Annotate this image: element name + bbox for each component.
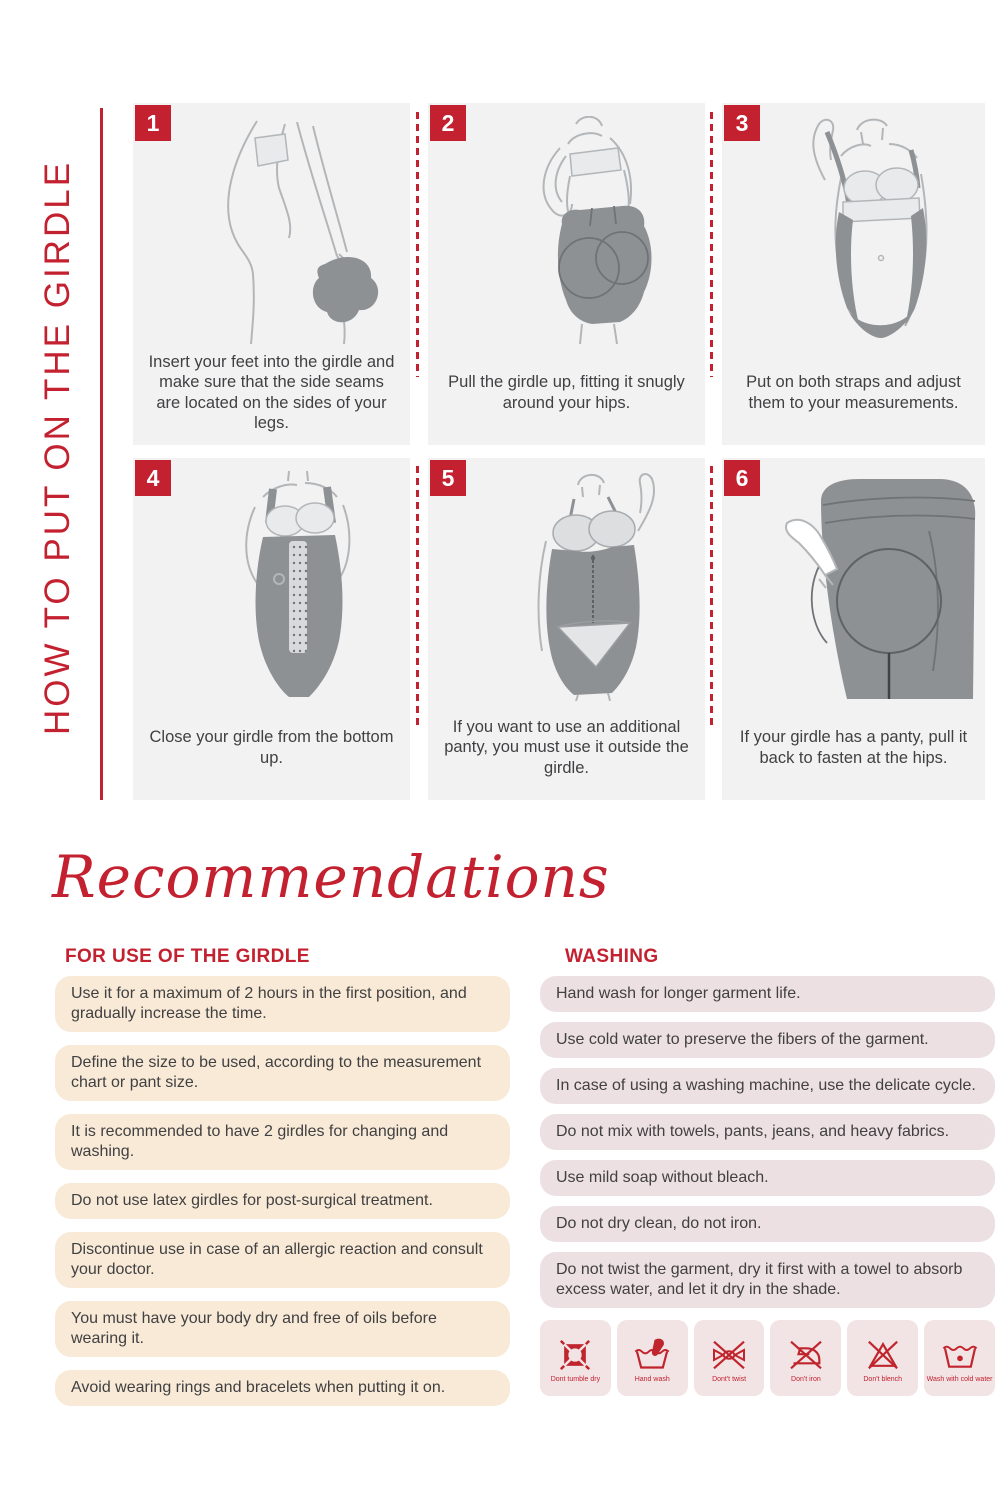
care-icon-label: Hand wash (634, 1375, 670, 1383)
care-icon-label: Don't blench (863, 1375, 903, 1383)
recommendation-item: It is recommended to have 2 girdles for changing and washing. (55, 1114, 510, 1170)
recommendation-item: Define the size to be used, according to the measurement chart or pant size. (55, 1045, 510, 1101)
care-symbols-row (540, 1320, 995, 1396)
step-panel-3 (722, 103, 985, 445)
step-number-badge: 3 (724, 105, 760, 141)
illustration-step-2 (428, 103, 705, 346)
washing-recommendations-list (540, 976, 995, 1396)
washing-item: In case of using a washing machine, use the delicate cycle. (540, 1068, 995, 1104)
illustration-step-3 (722, 103, 985, 346)
washing-item: Hand wash for longer garment life. (540, 976, 995, 1012)
title-divider-line (100, 108, 103, 800)
use-recommendations-list (55, 976, 510, 1406)
girdle-step3-drawing (729, 116, 979, 346)
dashed-separator (416, 112, 419, 377)
dont-twist-icon (709, 1338, 749, 1372)
hand-wash-icon (632, 1338, 672, 1372)
girdle-step1-drawing (147, 116, 397, 346)
care-icon-label: Don't iron (791, 1375, 821, 1383)
step-panel-2 (428, 103, 705, 445)
dashed-separator (710, 466, 713, 726)
care-icon-label: Dont tumble dry (550, 1375, 601, 1383)
recommendation-item: Discontinue use in case of an allergic reaction and consult your doctor. (55, 1232, 510, 1288)
care-icon-tile (617, 1320, 688, 1396)
washing-item: Use cold water to preserve the fibers of the garment. (540, 1022, 995, 1058)
girdle-step2-drawing (442, 116, 692, 346)
care-icon-tile (694, 1320, 765, 1396)
washing-item: Do not dry clean, do not iron. (540, 1206, 995, 1242)
dashed-separator (416, 466, 419, 726)
dont-iron-icon (786, 1338, 826, 1372)
dont-bleach-icon (863, 1338, 903, 1372)
section-header-use: FOR USE OF THE GIRDLE (65, 946, 310, 967)
recommendation-item: Use it for a maximum of 2 hours in the first position, and gradually increase the time. (55, 976, 510, 1032)
section-header-washing: WASHING (565, 946, 659, 967)
step-caption: Close your girdle from the bottom up. (149, 728, 394, 767)
step-caption: If your girdle has a panty, pull it back to fasten at the hips. (739, 728, 968, 767)
step-number-badge: 2 (430, 105, 466, 141)
step-panel-4 (133, 458, 410, 800)
care-icon-tile (847, 1320, 918, 1396)
step-caption: Insert your feet into the girdle and make sure that the side seams are located on the sides of your legs. (148, 352, 395, 432)
step-number-badge: 4 (135, 460, 171, 496)
step-number-badge: 5 (430, 460, 466, 496)
care-icon-tile (540, 1320, 611, 1396)
recommendations-heading: Recommendations (52, 843, 610, 911)
step-caption: Pull the girdle up, fitting it snugly around your hips. (448, 373, 685, 412)
page-title-text: HOW TO PUT ON THE GIRDLE (38, 159, 77, 736)
step-panel-6 (722, 458, 985, 800)
step-caption: If you want to use an additional panty, you must use it outside the girdle. (444, 717, 689, 777)
step-number-badge: 1 (135, 105, 171, 141)
dashed-separator (710, 112, 713, 377)
care-icon-label: Dont't twist (712, 1375, 747, 1383)
washing-item: Use mild soap without bleach. (540, 1160, 995, 1196)
illustration-step-6 (722, 458, 985, 701)
illustration-step-5 (428, 458, 705, 701)
wash-cold-water-icon (940, 1338, 980, 1372)
care-icon-label: Wash with cold water (926, 1375, 993, 1383)
recommendation-item: You must have your body dry and free of oils before wearing it. (55, 1301, 510, 1357)
step-number-badge: 6 (724, 460, 760, 496)
care-icon-tile (924, 1320, 995, 1396)
illustration-step-4 (133, 458, 410, 701)
dont-tumble-dry-icon (555, 1338, 595, 1372)
care-icon-tile (770, 1320, 841, 1396)
step-panel-5 (428, 458, 705, 800)
page-title-vertical (26, 95, 90, 800)
girdle-step4-drawing (147, 471, 397, 701)
step-caption: Put on both straps and adjust them to your measurements. (746, 373, 961, 412)
recommendation-item: Avoid wearing rings and bracelets when putting it on. (55, 1370, 510, 1406)
girdle-step5-drawing (442, 471, 692, 701)
step-panel-1 (133, 103, 410, 445)
girdle-step6-drawing (729, 471, 979, 701)
illustration-step-1 (133, 103, 410, 346)
recommendation-item: Do not use latex girdles for post-surgical treatment. (55, 1183, 510, 1219)
washing-item: Do not twist the garment, dry it first with a towel to absorb excess water, and let it dry in the shade. (540, 1252, 995, 1308)
washing-item: Do not mix with towels, pants, jeans, and heavy fabrics. (540, 1114, 995, 1150)
